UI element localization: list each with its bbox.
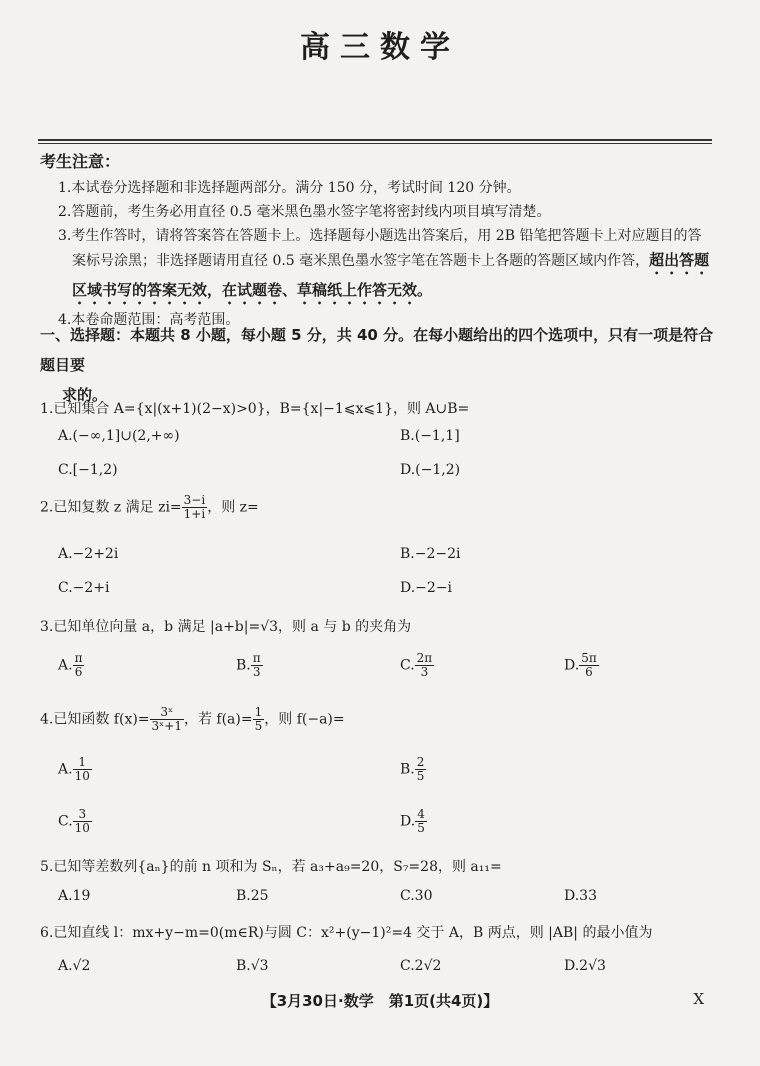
q3-a-den: 6 <box>74 665 83 679</box>
notice-item-4: 4.本卷命题范围：高考范围。 <box>58 312 240 328</box>
exam-notice <box>40 150 714 332</box>
q6-option-b: B.√3 <box>236 958 269 974</box>
notice-item-3 <box>40 224 714 308</box>
q4-option-b-letter: B. <box>400 761 415 778</box>
q2-fraction <box>182 494 208 521</box>
notice-warning: 超出答题区域书写的答案无效，在试题卷、草稿纸上作答无效。 <box>72 251 710 299</box>
q2-option-a: A.−2+2i <box>58 546 119 562</box>
q5-option-a: A.19 <box>58 888 91 904</box>
question-2 <box>40 494 720 521</box>
q3-c-den: 3 <box>420 665 429 679</box>
q4-d-den: 5 <box>417 821 425 835</box>
q4-c-den: 10 <box>74 821 90 835</box>
q2-option-c: C.−2+i <box>58 580 110 596</box>
q4-fraction-1 <box>150 706 184 733</box>
q3-c-num: 2π <box>416 651 433 665</box>
q5-option-b: B.25 <box>236 888 269 904</box>
q4-option-c-letter: C. <box>58 813 73 830</box>
q4-stem-post: ，则 f(−a)= <box>264 711 345 728</box>
corner-mark: X <box>693 990 704 1008</box>
q4-option-d <box>400 808 427 835</box>
q2-stem-post: ，则 z= <box>207 499 259 516</box>
q4-stem-pre: 4.已知函数 f(x)= <box>40 711 150 728</box>
q3-option-c-letter: C. <box>400 657 415 674</box>
page-title: 高三数学 <box>300 30 460 65</box>
q4-option-a-letter: A. <box>58 761 73 778</box>
q3-option-a-letter: A. <box>58 657 73 674</box>
q4-frac2-num: 1 <box>254 705 263 719</box>
q1-option-c: C.[−1,2) <box>58 462 118 478</box>
question-4 <box>40 706 720 733</box>
section-heading <box>40 320 720 410</box>
q3-option-d-letter: D. <box>564 657 580 674</box>
q6-option-a: A.√2 <box>58 958 91 974</box>
q4-option-d-letter: D. <box>400 813 416 830</box>
q3-option-d <box>564 652 599 679</box>
question-5: 5.已知等差数列{aₙ}的前 n 项和为 Sₙ，若 a₃+a₉=20，S₇=28，则 a₁₁= <box>40 859 502 875</box>
q4-option-b <box>400 756 426 783</box>
section-heading-line1: 一、选择题：本题共 8 小题，每小题 5 分，共 40 分。在每小题给出的四个选项中，只有一项是符合题目要 <box>40 326 714 374</box>
q1-option-a: A.(−∞,1]∪(2,+∞) <box>58 428 180 444</box>
q4-b-den: 5 <box>416 769 425 783</box>
q4-a-num: 1 <box>73 756 92 770</box>
q3-option-c <box>400 652 434 679</box>
q4-option-a <box>58 756 92 783</box>
notice-item-3-text: 3.考生作答时，请将答案答在答题卡上。选择题每小题选出答案后，用 2B 铅笔把答题卡上对应题目的答案标号涂黑；非选择题请用直径 0.5 毫米黑色墨水签字笔在答题卡上各题的答题区域内作答， <box>58 228 702 269</box>
notice-item-2: 2.答题前，考生务必用直径 0.5 毫米黑色墨水签字笔将密封线内项目填写清楚。 <box>58 204 551 220</box>
q6-option-d: D.2√3 <box>564 958 606 974</box>
q4-frac2-den: 5 <box>254 719 263 733</box>
divider-thin <box>38 143 712 144</box>
q4-d-num: 4 <box>417 807 425 821</box>
section-heading-line2: 求的。 <box>62 386 108 404</box>
q4-fraction-2 <box>253 706 265 733</box>
q1-option-d: D.(−1,2) <box>400 462 461 478</box>
q5-option-d: D.33 <box>564 888 597 904</box>
q4-stem-mid: ，若 f(a)= <box>183 711 253 728</box>
q3-option-b <box>236 652 263 679</box>
q4-a-den: 10 <box>74 769 90 783</box>
divider-thick <box>38 139 712 141</box>
question-3: 3.已知单位向量 a，b 满足 |a+b|=√3，则 a 与 b 的夹角为 <box>40 619 412 635</box>
q4-frac1-den: 3ˣ+1 <box>151 719 182 733</box>
page-footer: 【3月30日·数学 第1页(共4页)】 <box>261 992 499 1010</box>
q2-option-d: D.−2−i <box>400 580 453 596</box>
q3-option-b-letter: B. <box>236 657 251 674</box>
notice-heading: 考生注意： <box>40 152 121 171</box>
q3-d-num: 5π <box>581 651 597 665</box>
q5-option-c: C.30 <box>400 888 433 904</box>
q2-stem-pre: 2.已知复数 z 满足 zi= <box>40 499 182 516</box>
q1-option-b: B.(−1,1] <box>400 428 460 444</box>
question-6: 6.已知直线 l：mx+y−m=0(m∈R)与圆 C：x²+(y−1)²=4 交于 A，B 两点，则 |AB| 的最小值为 <box>40 925 653 941</box>
q6-option-c: C.2√2 <box>400 958 442 974</box>
q3-a-num: π <box>74 651 83 665</box>
q3-b-den: 3 <box>252 665 261 679</box>
q3-b-num: π <box>252 651 261 665</box>
q3-d-den: 6 <box>585 665 593 679</box>
q2-option-b: B.−2−2i <box>400 546 461 562</box>
q4-b-num: 2 <box>416 755 425 769</box>
q2-frac-denominator: 1+i <box>183 507 206 521</box>
question-1: 1.已知集合 A={x|(x+1)(2−x)>0}，B={x|−1⩽x⩽1}，则 A∪B= <box>40 401 470 417</box>
q2-frac-numerator: 3−i <box>183 493 206 507</box>
q4-option-c <box>58 808 92 835</box>
notice-item-1: 1.本试卷分选择题和非选择题两部分。满分 150 分，考试时间 120 分钟。 <box>58 180 521 196</box>
q3-option-a <box>58 652 84 679</box>
q4-c-num: 3 <box>73 808 92 822</box>
q4-frac1-num: 3ˣ <box>150 706 184 720</box>
